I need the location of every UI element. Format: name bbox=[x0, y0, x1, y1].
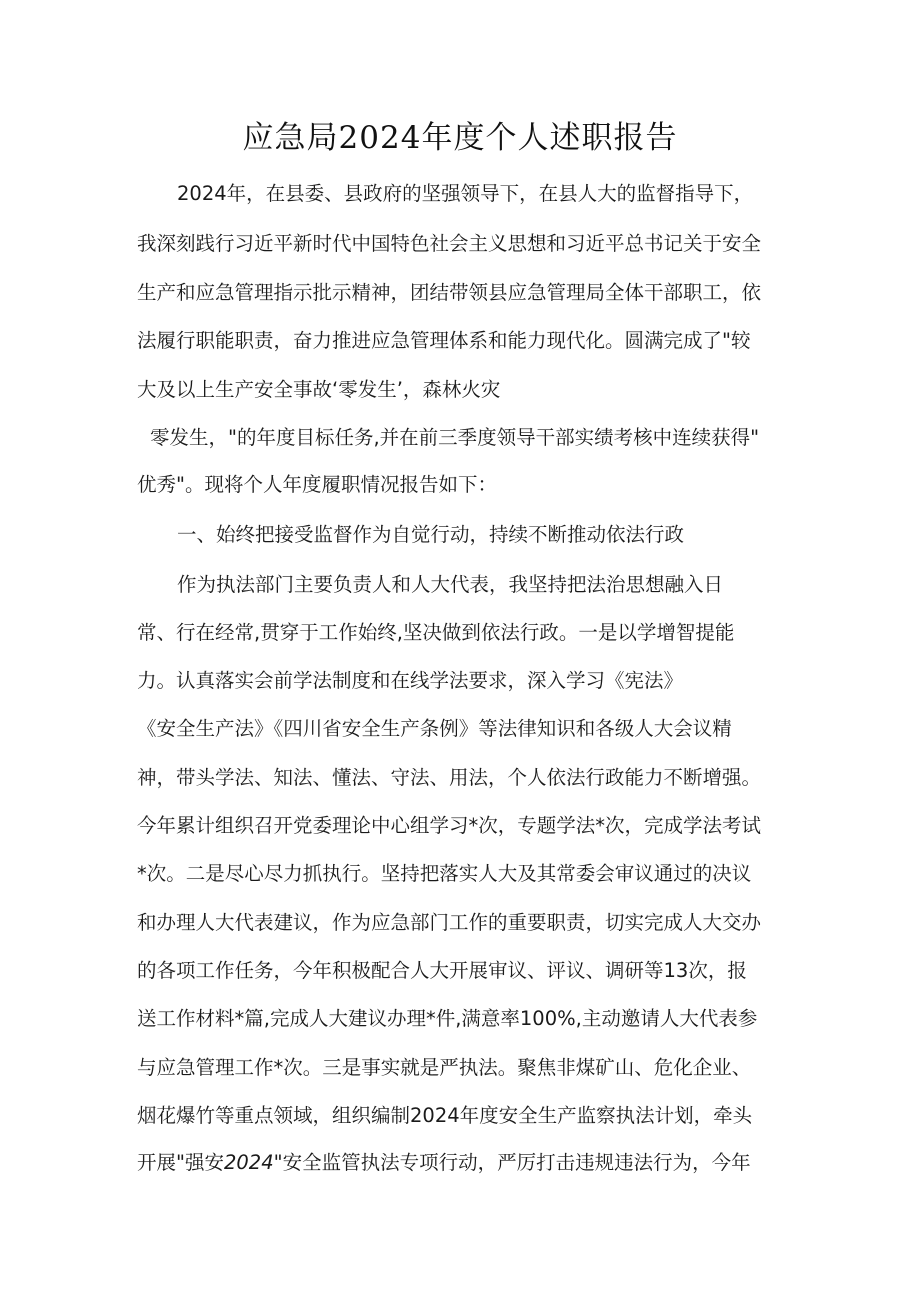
paragraph-line: 烟花爆竹等重点领域，组织编制2024年度安全生产监察执法计划，牵头 bbox=[137, 1104, 753, 1127]
paragraph-line: 的各项工作任务，今年积极配合人大开展审议、评议、调研等13次，报 bbox=[137, 959, 747, 982]
paragraph-line: 力。认真落实会前学法制度和在线学法要求，深入学习《宪法》 bbox=[137, 669, 684, 692]
paragraph-line: 神，带头学法、知法、懂法、守法、用法，个人依法行政能力不断增强。 bbox=[137, 766, 762, 789]
paragraph-line: 生产和应急管理指示批示精神，团结带领县应急管理局全体干部职工，依 bbox=[137, 281, 762, 304]
paragraph-line: 零发生，"的年度目标任务,并在前三季度领导干部实绩考核中连续获得" bbox=[150, 426, 760, 449]
paragraph-line: 作为执法部门主要负责人和人大代表，我坚持把法治思想融入日 bbox=[177, 573, 724, 596]
paragraph-line: *次。二是尽心尽力抓执行。坚持把落实人大及其常委会审议通过的决议 bbox=[137, 862, 752, 885]
paragraph-line: 法履行职能职责，奋力推进应急管理体系和能力现代化。圆满完成了"较 bbox=[137, 329, 751, 352]
paragraph-line: 常、行在经常,贯穿于工作始终,坚决做到依法行政。一是以学增智提能 bbox=[137, 621, 735, 644]
last-line-italic: 2024 bbox=[223, 1151, 274, 1174]
paragraph-line: 今年累计组织召开党委理论中心组学习*次，专题学法*次，完成学法考试 bbox=[137, 814, 762, 837]
paragraph-line: 大及以上生产安全事故‘零发生’，森林火灾 bbox=[137, 378, 501, 401]
paragraph-line: 送工作材料*篇,完成人大建议办理*件,满意率100%,主动邀请人大代表参 bbox=[137, 1007, 758, 1030]
paragraph-line: 与应急管理工作*次。三是事实就是严执法。聚焦非煤矿山、危化企业、 bbox=[137, 1056, 752, 1079]
paragraph-line: 优秀"。现将个人年度履职情况报告如下： bbox=[137, 473, 497, 496]
last-line-pre: 开展"强安 bbox=[137, 1151, 224, 1174]
last-line-post: "安全监管执法专项行动，严厉打击违规违法行为，今年 bbox=[273, 1151, 751, 1174]
paragraph-line: 和办理人大代表建议，作为应急部门工作的重要职责，切实完成人大交办 bbox=[137, 911, 762, 934]
paragraph-line: 《安全生产法》《四川省安全生产条例》等法律知识和各级人大会议精 bbox=[137, 717, 732, 740]
paragraph-line: 2024年，在县委、县政府的坚强领导下，在县人大的监督指导下， bbox=[177, 182, 754, 205]
paragraph-line: 我深刻践行习近平新时代中国特色社会主义思想和习近平总书记关于安全 bbox=[137, 232, 762, 255]
paragraph-line bbox=[137, 1147, 797, 1175]
section-heading: 一、始终把接受监督作为自觉行动，持续不断推动依法行政 bbox=[177, 523, 685, 546]
document-title: 应急局2024年度个人述职报告 bbox=[242, 120, 678, 156]
